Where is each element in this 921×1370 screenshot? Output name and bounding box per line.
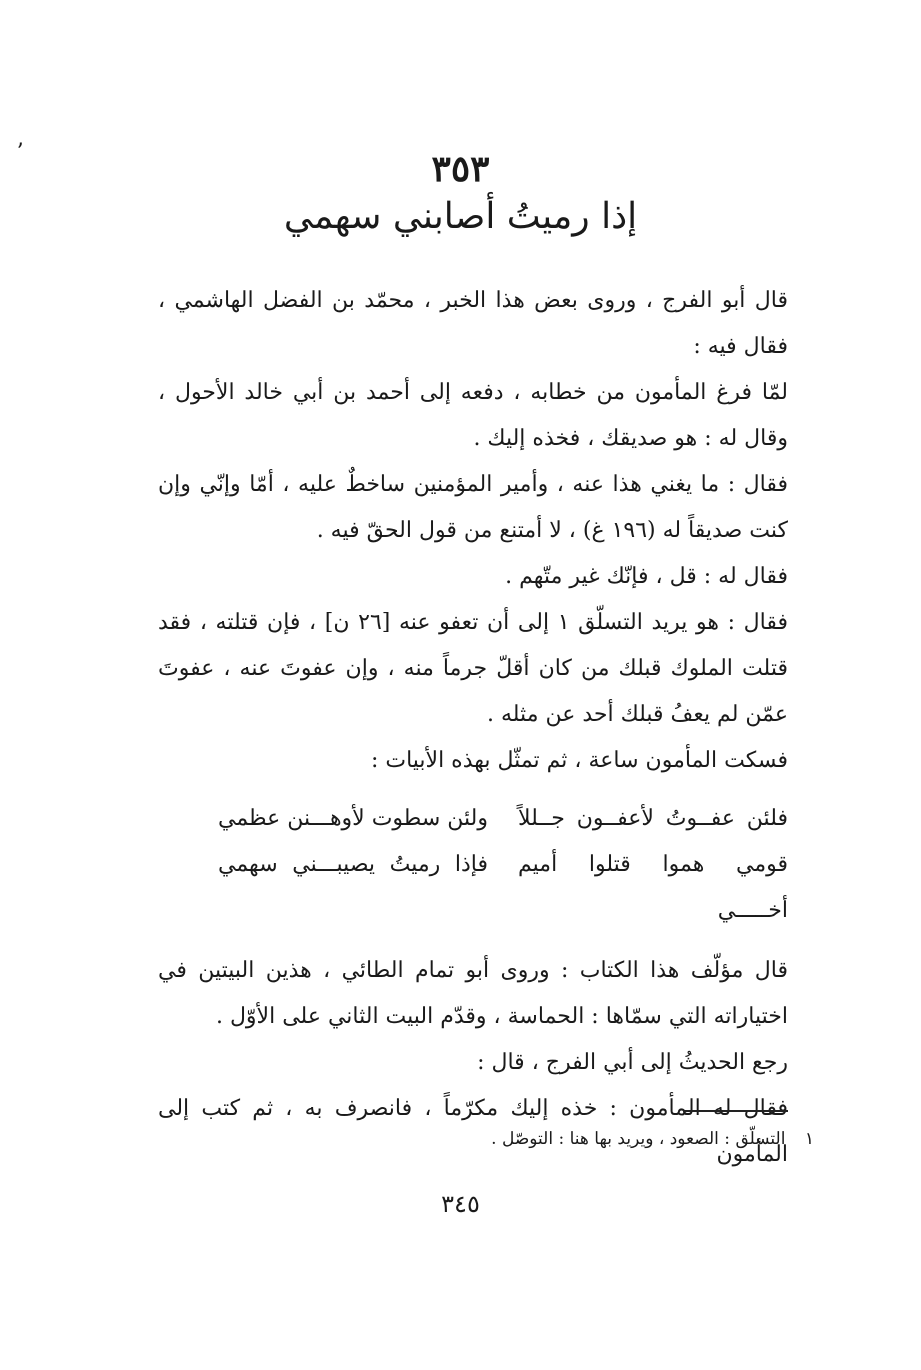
verse-2 [158, 842, 788, 934]
paragraph-2: لمّا فرغ المأمون من خطابه ، دفعه إلى أحمد بن أبي خالد الأحول ، وقال له : هو صديقك ، فخذه إليك . [158, 380, 788, 451]
margin-mark: ʼ [16, 140, 23, 165]
verse-1-first-hemistich: فلئن عفــوتُ لأعفــون جــللاً [518, 806, 788, 831]
paragraph-1: قال أبو الفرج ، وروى بعض هذا الخبر ، محمّد بن الفضل الهاشمي ، فقال فيه : [158, 288, 788, 359]
body-text [158, 278, 788, 1178]
chapter-title: إذا رميتُ أصابني سهمي [283, 196, 638, 237]
chapter-number: ٣٥٣ [431, 148, 490, 190]
paragraph-5: فقال : هو يريد التسلّق ١ إلى أن تعفو عنه [٢٦ ن] ، فإن قتلته ، فقد قتلت الملوك قبلك من كان أقلّ جرماً منه ، وإن عفوتَ عنه ، عفوتَ عمّن لم يعفُ قبلك أحد عن مثله . [158, 610, 789, 727]
verse-2-second-hemistich: فإذا رميتُ يصيبـــني سهمي [218, 852, 488, 877]
paragraph-6: فسكت المأمون ساعة ، ثم تمثّل بهذه الأبيات : [370, 748, 788, 773]
page-number: ٣٤٥ [441, 1190, 480, 1218]
footnote-number: ١ [804, 1129, 814, 1149]
footnote-rule [683, 1110, 788, 1112]
verse-1-second-hemistich: ولئن سطوت لأوهـــنن عظمي [218, 806, 488, 831]
paragraph-8: رجع الحديثُ إلى أبي الفرج ، قال : [477, 1050, 788, 1075]
verse-2-first-hemistich: قومي هموا قتلوا أميم أخـــــي [518, 852, 788, 923]
verse-1 [158, 796, 788, 842]
paragraph-9: فقال له المأمون : خذه إليك مكرّماً ، فانصرف به ، ثم كتب إلى المأمون [158, 1096, 788, 1167]
paragraph-4: فقال له : قل ، فإنّك غير متّهم . [505, 564, 788, 589]
footnote [300, 1124, 814, 1154]
paragraph-7: قال مؤلّف هذا الكتاب : وروى أبو تمام الطائي ، هذين البيتين في اختياراته التي سمّاها : الحماسة ، وقدّم البيت الثاني على الأوّل . [158, 958, 788, 1029]
paragraph-3: فقال : ما يغني هذا عنه ، وأمير المؤمنين ساخطٌ عليه ، أمّا وإنّي وإن كنت صديقاً له (١٩٦ غ) ، لا أمتنع من قول الحقّ فيه . [158, 472, 788, 543]
poem [158, 796, 788, 934]
footnote-text: التسلّق : الصعود ، ويريد بها هنا : التوصّل . [491, 1129, 786, 1149]
